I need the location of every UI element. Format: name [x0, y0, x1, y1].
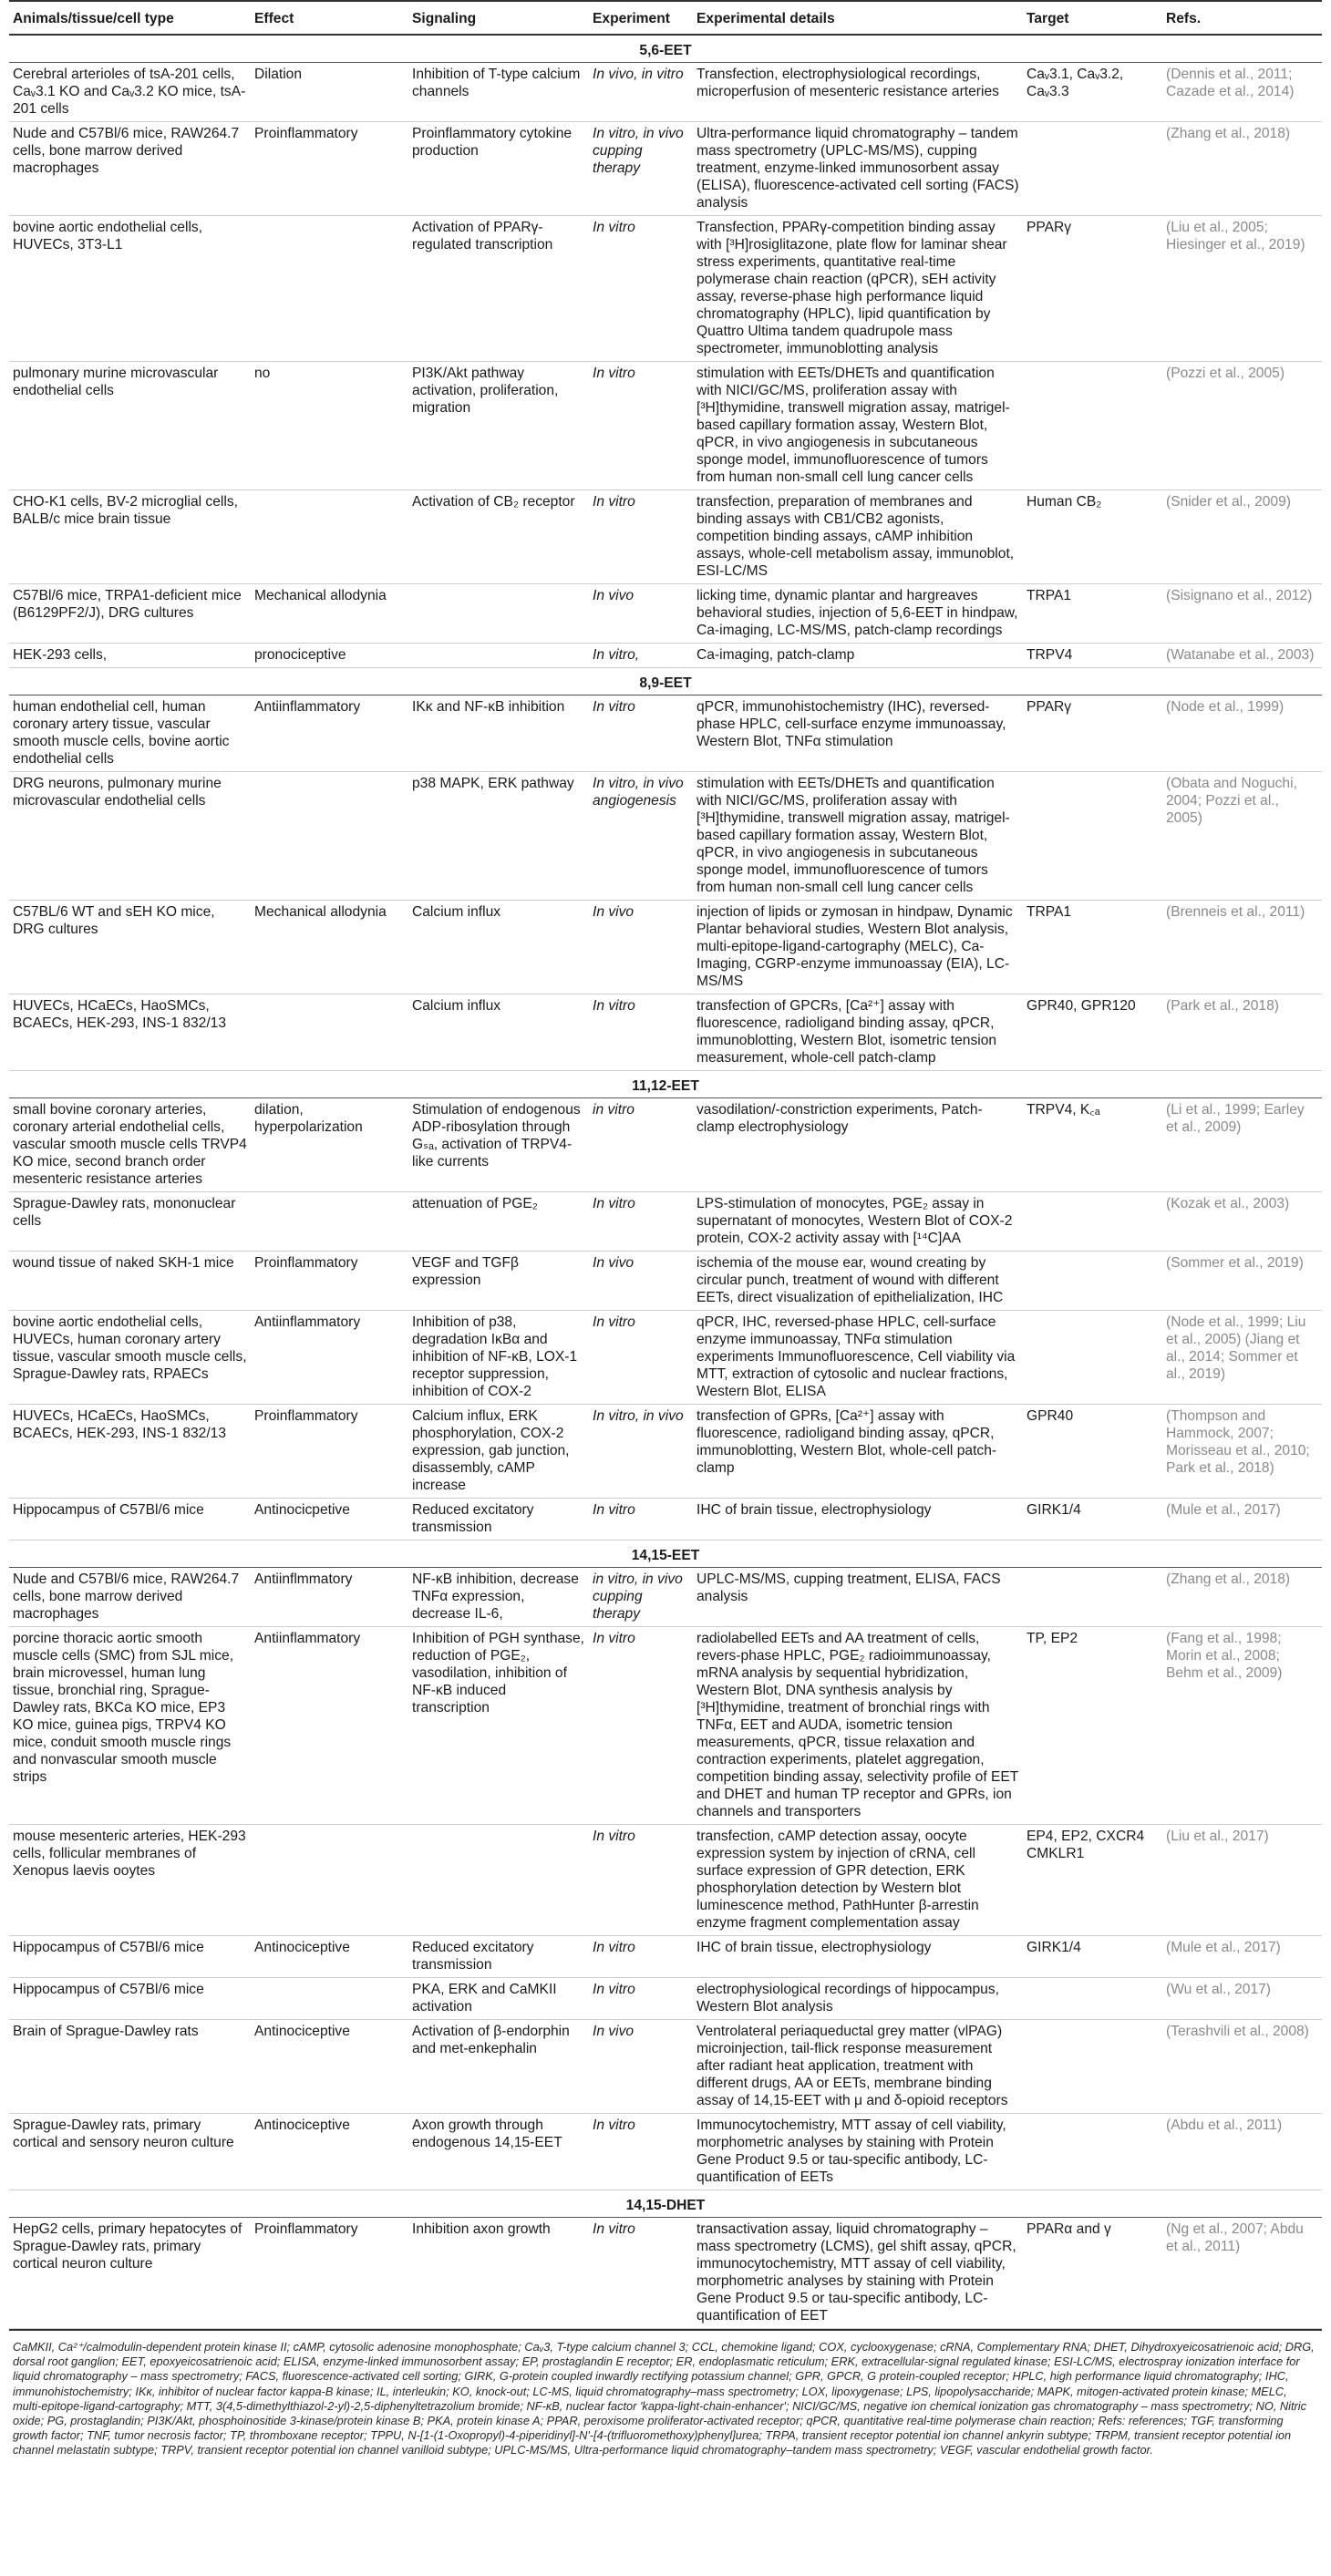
table-row	[9, 994, 1322, 1071]
table-row	[9, 490, 1322, 584]
cell-effect: Antinocicpetive	[251, 1499, 408, 1540]
cell-details: LPS-stimulation of monocytes, PGE₂ assay in supernatant of monocytes, Western Blot of COX-2 protein, COX-2 activity assay with [¹⁴C]AA	[693, 1192, 1023, 1252]
header-effect: Effect	[251, 1, 408, 35]
cell-experiment: In vitro	[589, 2114, 693, 2190]
cell-experiment: In vitro, in vivo cupping therapy	[589, 122, 693, 216]
cell-experiment: In vitro	[589, 1936, 693, 1978]
table-header	[9, 1, 1322, 35]
cell-signaling: Inhibition of T-type calcium channels	[408, 63, 589, 122]
header-experimental-details: Experimental details	[693, 1, 1023, 35]
cell-refs: (Brenneis et al., 2011)	[1162, 901, 1322, 994]
cell-refs: (Mule et al., 2017)	[1162, 1499, 1322, 1540]
cell-experiment: In vivo	[589, 2020, 693, 2114]
section-title: 8,9-EET	[9, 668, 1322, 696]
cell-target	[1023, 2020, 1162, 2114]
cell-effect: Antinociceptive	[251, 2114, 408, 2190]
table-row	[9, 362, 1322, 490]
cell-experiment: In vitro	[589, 490, 693, 584]
cell-refs: (Liu et al., 2005; Hiesinger et al., 2019)	[1162, 216, 1322, 362]
cell-signaling: IKκ and NF-κB inhibition	[408, 696, 589, 772]
table-row	[9, 216, 1322, 362]
table-row	[9, 1568, 1322, 1627]
cell-target: TRPV4, K꜀ₐ	[1023, 1098, 1162, 1192]
cell-effect: Antinociceptive	[251, 1936, 408, 1978]
cell-target: GPR40, GPR120	[1023, 994, 1162, 1071]
table-row	[9, 2218, 1322, 2329]
cell-signaling: Reduced excitatory transmission	[408, 1499, 589, 1540]
cell-refs: (Kozak et al., 2003)	[1162, 1192, 1322, 1252]
table-row	[9, 1192, 1322, 1252]
cell-experiment: In vitro	[589, 1978, 693, 2020]
cell-details: qPCR, IHC, reversed-phase HPLC, cell-surface enzyme immunoassay, TNFα stimulation experiments Immunofluorescence, Cell viability via MTT, extraction of cytosolic and nuclear fractions, Western Blot, ELISA	[693, 1311, 1023, 1405]
cell-animals: wound tissue of naked SKH-1 mice	[9, 1252, 251, 1311]
document-page	[9, 0, 1322, 2458]
cell-experiment: In vitro	[589, 994, 693, 1071]
cell-target	[1023, 1978, 1162, 2020]
cell-experiment: In vitro	[589, 2218, 693, 2329]
cell-signaling: NF-κB inhibition, decrease TNFα expression, decrease IL-6,	[408, 1568, 589, 1627]
table-row	[9, 901, 1322, 994]
cell-details: Transfection, electrophysiological recordings, microperfusion of mesenteric resistance arteries	[693, 63, 1023, 122]
table-row	[9, 1311, 1322, 1405]
section-title: 5,6-EET	[9, 35, 1322, 63]
cell-experiment: In vitro,	[589, 644, 693, 668]
cell-target	[1023, 772, 1162, 901]
cell-refs: (Thompson and Hammock, 2007; Morisseau et al., 2010; Park et al., 2018)	[1162, 1405, 1322, 1499]
cell-details: ischemia of the mouse ear, wound creating by circular punch, treatment of wound with different EETs, direct visualization of epithelialization, IHC	[693, 1252, 1023, 1311]
cell-details: transfection, preparation of membranes and binding assays with CB1/CB2 agonists, competition binding assays, cAMP inhibition assays, whole-cell metabolism assay, immunoblot, ESI-LC/MS	[693, 490, 1023, 584]
cell-target	[1023, 122, 1162, 216]
cell-experiment: in vitro	[589, 1098, 693, 1192]
cell-animals: human endothelial cell, human coronary artery tissue, vascular smooth muscle cells, bovine aortic endothelial cells	[9, 696, 251, 772]
cell-target: TRPV4	[1023, 644, 1162, 668]
cell-animals: C57BL/6 WT and sEH KO mice, DRG cultures	[9, 901, 251, 994]
cell-animals: Nude and C57Bl/6 mice, RAW264.7 cells, bone marrow derived macrophages	[9, 1568, 251, 1627]
cell-signaling: Activation of CB₂ receptor	[408, 490, 589, 584]
cell-refs: (Ng et al., 2007; Abdu et al., 2011)	[1162, 2218, 1322, 2329]
cell-animals: porcine thoracic aortic smooth muscle cells (SMC) from SJL mice, brain microvessel, human lung tissue, bronchial ring, Sprague-Dawley rats, BKCa KO mice, EP3 KO mice, guinea pigs, TRPV4 KO mice, conduit smooth muscle rings and nonvascular smooth muscle strips	[9, 1627, 251, 1825]
cell-refs: (Zhang et al., 2018)	[1162, 1568, 1322, 1627]
cell-experiment: in vitro, in vivo cupping therapy	[589, 1568, 693, 1627]
cell-effect: no	[251, 362, 408, 490]
cell-animals: Nude and C57Bl/6 mice, RAW264.7 cells, bone marrow derived macrophages	[9, 122, 251, 216]
cell-effect: dilation, hyperpolarization	[251, 1098, 408, 1192]
cell-animals: Hippocampus of C57Bl/6 mice	[9, 1936, 251, 1978]
cell-animals: Sprague-Dawley rats, mononuclear cells	[9, 1192, 251, 1252]
cell-signaling: Stimulation of endogenous ADP-ribosylation through Gₛₐ, activation of TRPV4-like currents	[408, 1098, 589, 1192]
cell-signaling: Calcium influx, ERK phosphorylation, COX-2 expression, gab junction, disassembly, cAMP increase	[408, 1405, 589, 1499]
header-row	[9, 1, 1322, 35]
cell-refs: (Wu et al., 2017)	[1162, 1978, 1322, 2020]
table-body	[9, 35, 1322, 2329]
cell-target	[1023, 2114, 1162, 2190]
section-heading-row	[9, 1540, 1322, 1568]
cell-details: transactivation assay, liquid chromatography – mass spectrometry (LCMS), gel shift assay, qPCR, immunocytochemistry, MTT assay of cell viability, morphometric analyses by staining with Protein Gene Product 9.5 or tau-specific antibody, LC-quantification of EET	[693, 2218, 1023, 2329]
cell-refs: (Node et al., 1999; Liu et al., 2005) (Jiang et al., 2014; Sommer et al., 2019)	[1162, 1311, 1322, 1405]
cell-effect: Proinflammatory	[251, 2218, 408, 2329]
cell-refs: (Pozzi et al., 2005)	[1162, 362, 1322, 490]
cell-animals: HUVECs, HCaECs, HaoSMCs, BCAECs, HEK-293, INS-1 832/13	[9, 1405, 251, 1499]
cell-details: Immunocytochemistry, MTT assay of cell viability, morphometric analyses by staining with Protein Gene Product 9.5 or tau-specific antibody, LC-quantification of EETs	[693, 2114, 1023, 2190]
cell-refs: (Snider et al., 2009)	[1162, 490, 1322, 584]
cell-target	[1023, 1568, 1162, 1627]
section-title: 14,15-DHET	[9, 2190, 1322, 2218]
header-experiment: Experiment	[589, 1, 693, 35]
cell-effect: Antiinflammatory	[251, 696, 408, 772]
table-row	[9, 1252, 1322, 1311]
section-heading-row	[9, 1071, 1322, 1098]
cell-refs: (Watanabe et al., 2003)	[1162, 644, 1322, 668]
cell-signaling: Activation of β-endorphin and met-enkephalin	[408, 2020, 589, 2114]
cell-refs: (Terashvili et al., 2008)	[1162, 2020, 1322, 2114]
cell-experiment: In vitro	[589, 696, 693, 772]
cell-details: licking time, dynamic plantar and hargreaves behavioral studies, injection of 5,6-EET in hindpaw, Ca-imaging, LC-MS/MS, patch-clamp recordings	[693, 584, 1023, 644]
section-heading-row	[9, 35, 1322, 63]
cell-target: GIRK1/4	[1023, 1936, 1162, 1978]
cell-target: EP4, EP2, CXCR4 CMKLR1	[1023, 1825, 1162, 1936]
cell-details: UPLC-MS/MS, cupping treatment, ELISA, FACS analysis	[693, 1568, 1023, 1627]
cell-experiment: In vivo	[589, 1252, 693, 1311]
cell-refs: (Zhang et al., 2018)	[1162, 122, 1322, 216]
cell-animals: Brain of Sprague-Dawley rats	[9, 2020, 251, 2114]
cell-effect	[251, 216, 408, 362]
table-row	[9, 1627, 1322, 1825]
cell-target: Human CB₂	[1023, 490, 1162, 584]
section-heading-row	[9, 668, 1322, 696]
cell-target	[1023, 362, 1162, 490]
cell-details: transfection of GPCRs, [Ca²⁺] assay with fluorescence, radioligand binding assay, qPCR, immunoblotting, Western Blot, isometric tension measurement, whole-cell patch-clamp	[693, 994, 1023, 1071]
cell-effect	[251, 1192, 408, 1252]
table-row	[9, 644, 1322, 668]
cell-effect: Antiinflmmatory	[251, 1568, 408, 1627]
cell-effect	[251, 1825, 408, 1936]
cell-details: injection of lipids or zymosan in hindpaw, Dynamic Plantar behavioral studies, Western Blot analysis, multi-epitope-ligand-cartography (MELC), Ca-Imaging, CGRP-enzyme immunoassay (EIA), LC-MS/MS	[693, 901, 1023, 994]
cell-refs: (Park et al., 2018)	[1162, 994, 1322, 1071]
cell-details: Ca-imaging, patch-clamp	[693, 644, 1023, 668]
cell-effect: pronociceptive	[251, 644, 408, 668]
table-row	[9, 1825, 1322, 1936]
cell-effect: Antinociceptive	[251, 2020, 408, 2114]
cell-signaling: PI3K/Akt pathway activation, proliferation, migration	[408, 362, 589, 490]
cell-target: PPARα and γ	[1023, 2218, 1162, 2329]
cell-signaling	[408, 644, 589, 668]
cell-signaling: p38 MAPK, ERK pathway	[408, 772, 589, 901]
cell-experiment: In vivo	[589, 901, 693, 994]
cell-experiment: In vitro	[589, 1627, 693, 1825]
cell-refs: (Mule et al., 2017)	[1162, 1936, 1322, 1978]
cell-animals: CHO-K1 cells, BV-2 microglial cells, BALB/c mice brain tissue	[9, 490, 251, 584]
cell-animals: HEK-293 cells,	[9, 644, 251, 668]
cell-experiment: In vitro	[589, 1192, 693, 1252]
cell-animals: Cerebral arterioles of tsA-201 cells, Caᵥ3.1 KO and Caᵥ3.2 KO mice, tsA-201 cells	[9, 63, 251, 122]
cell-details: IHC of brain tissue, electrophysiology	[693, 1936, 1023, 1978]
table-footnote: CaMKII, Ca²⁺/calmodulin-dependent protein kinase II; cAMP, cytosolic adenosine monophosphate; Caᵥ3, T-type calcium channel 3; CCL, chemokine ligand; COX, cyclooxygenase; cRNA, Complementary RNA; DHET, Dihydroxyeicosatrienoic acid; DRG, dorsal root ganglion; EET, epoxyeicosatrienoic acid; ELISA, enzyme-linked immunosorbent assay; EP, prostaglandin E receptor; ER, endoplasmatic reticulum; ERK, extracellular-signal regulated kinase; ESI-LC/MS, electrospray ionization interface for liquid chromatography – mass spectrometry; FACS, fluorescence-activated cell sorting; GIRK, G-protein coupled inwardly rectifying potassium channel; GPR, GPCR, G protein-coupled receptor; HPLC, high performance liquid chromatography; IHC, immunohistochemistry; IKκ, inhibitor of nuclear factor kappa-B kinase; IL, interleukin; KO, knock-out; LC-MS, liquid chromatography–mass spectrometry; LOX, lipoxygenase; LPS, lipopolysaccharide; MAPK, mitogen-activated protein kinase; MELC, multi-epitope-ligand-cartography; MTT, 3(4,5-dimethylthiazol-2-yl)-2,5-diphenyltetrazolium bromide; NF-κB, nuclear factor 'kappa-light-chain-enhancer'; NICI/GC/MS, negative ion chemical ionization gas chromatography – mass spectrometry; NO, Nitric oxide; PG, prostaglandin; PI3K/Akt, phosphoinositide 3-kinase/protein kinase B; PKA, protein kinase A; PPAR, peroxisome proliferator-activated receptor; qPCR, quantitative real-time polymerase chain reaction; Refs: references; TGF, transforming growth factor; TNF, tumor necrosis factor; TP, thromboxane receptor; TPPU, N-[1-(1-Oxopropyl)-4-piperidinyl]-N'-[4-(trifluoromethoxy)phenyl]urea; TRPA, transient receptor potential ion channel ankyrin subtype; TRPM, transient receptor potential ion channel melastatin subtype; TRPV, transient receptor potential ion channel vanilloid subtype; UPLC-MS/MS, Ultra-performance liquid chromatography–tandem mass spectrometry; VEGF, vascular endothelial growth factor.	[9, 2329, 1322, 2458]
cell-target: TRPA1	[1023, 901, 1162, 994]
cell-animals: bovine aortic endothelial cells, HUVECs, 3T3-L1	[9, 216, 251, 362]
cell-details: IHC of brain tissue, electrophysiology	[693, 1499, 1023, 1540]
cell-refs: (Abdu et al., 2011)	[1162, 2114, 1322, 2190]
cell-target	[1023, 1252, 1162, 1311]
cell-experiment: In vitro, in vivo	[589, 1405, 693, 1499]
cell-animals: C57Bl/6 mice, TRPA1-deficient mice (B6129PF2/J), DRG cultures	[9, 584, 251, 644]
cell-effect	[251, 490, 408, 584]
cell-target: Caᵥ3.1, Caᵥ3.2, Caᵥ3.3	[1023, 63, 1162, 122]
cell-effect: Dilation	[251, 63, 408, 122]
cell-details: transfection of GPRs, [Ca²⁺] assay with fluorescence, radioligand binding assay, qPCR, immunoblotting, Western Blot, whole-cell patch-clamp	[693, 1405, 1023, 1499]
cell-effect: Proinflammatory	[251, 1252, 408, 1311]
cell-signaling: attenuation of PGE₂	[408, 1192, 589, 1252]
cell-effect: Proinflammatory	[251, 1405, 408, 1499]
cell-details: Ultra-performance liquid chromatography – tandem mass spectrometry (UPLC-MS/MS), cupping treatment, enzyme-linked immunosorbent assay (ELISA), fluorescence-activated cell sorting (FACS) analysis	[693, 122, 1023, 216]
cell-animals: mouse mesenteric arteries, HEK-293 cells, follicular membranes of Xenopus laevis ooytes	[9, 1825, 251, 1936]
cell-details: stimulation with EETs/DHETs and quantification with NICI/GC/MS, proliferation assay with [³H]thymidine, transwell migration assay, matrigel-based capillary formation assay, Western Blot, qPCR, in vivo angiogenesis in subcutaneous sponge model, immunofluorescence of tumors from human non-small cell lung cancer cells	[693, 362, 1023, 490]
cell-experiment: In vitro	[589, 1825, 693, 1936]
cell-signaling: Inhibition of PGH synthase, reduction of PGE₂, vasodilation, inhibition of NF-κB induced transcription	[408, 1627, 589, 1825]
cell-animals: bovine aortic endothelial cells, HUVECs, human coronary artery tissue, vascular smooth muscle cells, Sprague-Dawley rats, RPAECs	[9, 1311, 251, 1405]
cell-animals: Hippocampus of C57Bl/6 mice	[9, 1499, 251, 1540]
cell-animals: Sprague-Dawley rats, primary cortical and sensory neuron culture	[9, 2114, 251, 2190]
cell-experiment: In vitro	[589, 1311, 693, 1405]
table-row	[9, 772, 1322, 901]
cell-refs: (Node et al., 1999)	[1162, 696, 1322, 772]
cell-signaling: VEGF and TGFβ expression	[408, 1252, 589, 1311]
header-target: Target	[1023, 1, 1162, 35]
cell-signaling	[408, 1825, 589, 1936]
cell-target: TP, EP2	[1023, 1627, 1162, 1825]
cell-target	[1023, 1311, 1162, 1405]
cell-experiment: In vivo, in vitro	[589, 63, 693, 122]
cell-details: stimulation with EETs/DHETs and quantification with NICI/GC/MS, proliferation assay with [³H]thymidine, transwell migration assay, matrigel-based capillary formation assay, Western Blot, qPCR, in vivo angiogenesis in subcutaneous sponge model, immunofluorescence of tumors from human non-small cell lung cancer cells	[693, 772, 1023, 901]
cell-signaling: PKA, ERK and CaMKII activation	[408, 1978, 589, 2020]
cell-refs: (Dennis et al., 2011; Cazade et al., 2014)	[1162, 63, 1322, 122]
cell-animals: DRG neurons, pulmonary murine microvascular endothelial cells	[9, 772, 251, 901]
cell-refs: (Li et al., 1999; Earley et al., 2009)	[1162, 1098, 1322, 1192]
table-row	[9, 1936, 1322, 1978]
cell-effect	[251, 772, 408, 901]
cell-signaling: Inhibition axon growth	[408, 2218, 589, 2329]
cell-effect	[251, 994, 408, 1071]
cell-animals: small bovine coronary arteries, coronary arterial endothelial cells, vascular smooth muscle cells TRVP4 KO mice, second branch order mesenteric resistance arteries	[9, 1098, 251, 1192]
cell-target: GPR40	[1023, 1405, 1162, 1499]
cell-effect: Proinflammatory	[251, 122, 408, 216]
cell-effect: Antiinflammatory	[251, 1311, 408, 1405]
cell-details: electrophysiological recordings of hippocampus, Western Blot analysis	[693, 1978, 1023, 2020]
cell-details: transfection, cAMP detection assay, oocyte expression system by injection of cRNA, cell surface expression of GPR detection, ERK phosphorylation detection by Western blot luminescence method, PathHunter β-arrestin enzyme fragment complementation assay	[693, 1825, 1023, 1936]
cell-refs: (Sommer et al., 2019)	[1162, 1252, 1322, 1311]
table-row	[9, 584, 1322, 644]
cell-signaling: Activation of PPARγ-regulated transcription	[408, 216, 589, 362]
cell-signaling: Calcium influx	[408, 994, 589, 1071]
cell-target: PPARγ	[1023, 696, 1162, 772]
cell-signaling	[408, 584, 589, 644]
table-row	[9, 1405, 1322, 1499]
table-row	[9, 122, 1322, 216]
cell-signaling: Proinflammatory cytokine production	[408, 122, 589, 216]
cell-details: Ventrolateral periaqueductal grey matter (vlPAG) microinjection, tail-flick response measurement after radiant heat application, treatment with different drugs, AA or EETs, membrane binding assay of 14,15-EET with μ and δ-opioid receptors	[693, 2020, 1023, 2114]
header-animals-tissue-cell-type: Animals/tissue/cell type	[9, 1, 251, 35]
cell-signaling: Reduced excitatory transmission	[408, 1936, 589, 1978]
cell-details: vasodilation/-constriction experiments, Patch-clamp electrophysiology	[693, 1098, 1023, 1192]
cell-animals: Hippocampus of C57Bl/6 mice	[9, 1978, 251, 2020]
cell-details: Transfection, PPARγ-competition binding assay with [³H]rosiglitazone, plate flow for laminar shear stress experiments, quantitative real-time polymerase chain reaction (qPCR), sEH activity assay, reverse-phase high performance liquid chromatography (HPLC), lipid quantification by Quattro Ultima tandem quadrupole mass spectrometer, immunoblotting analysis	[693, 216, 1023, 362]
table-row	[9, 2114, 1322, 2190]
cell-effect: Mechanical allodynia	[251, 584, 408, 644]
table-row	[9, 696, 1322, 772]
section-title: 11,12-EET	[9, 1071, 1322, 1098]
cell-experiment: In vitro	[589, 1499, 693, 1540]
header-refs: Refs.	[1162, 1, 1322, 35]
cell-signaling: Inhibition of p38, degradation IκBα and inhibition of NF-κB, LOX-1 receptor suppression, inhibition of COX-2	[408, 1311, 589, 1405]
cell-target	[1023, 1192, 1162, 1252]
cell-target: PPARγ	[1023, 216, 1162, 362]
cell-details: qPCR, immunohistochemistry (IHC), reversed-phase HPLC, cell-surface enzyme immunoassay, Western Blot, TNFα stimulation	[693, 696, 1023, 772]
table-row	[9, 2020, 1322, 2114]
section-heading-row	[9, 2190, 1322, 2218]
cell-effect: Antiinflammatory	[251, 1627, 408, 1825]
table-row	[9, 1978, 1322, 2020]
cell-target: TRPA1	[1023, 584, 1162, 644]
cell-refs: (Obata and Noguchi, 2004; Pozzi et al., 2005)	[1162, 772, 1322, 901]
cell-experiment: In vivo	[589, 584, 693, 644]
cell-target: GIRK1/4	[1023, 1499, 1162, 1540]
cell-effect: Mechanical allodynia	[251, 901, 408, 994]
table-row	[9, 1499, 1322, 1540]
eet-effects-table	[9, 0, 1322, 2329]
cell-effect	[251, 1978, 408, 2020]
header-signaling: Signaling	[408, 1, 589, 35]
table-row	[9, 1098, 1322, 1192]
cell-experiment: In vitro	[589, 216, 693, 362]
cell-animals: HepG2 cells, primary hepatocytes of Sprague-Dawley rats, primary cortical neuron culture	[9, 2218, 251, 2329]
section-title: 14,15-EET	[9, 1540, 1322, 1568]
cell-details: radiolabelled EETs and AA treatment of cells, revers-phase HPLC, PGE₂ radioimmunoassay, mRNA analysis by sequential hybridization, Western Blot, DNA synthesis analysis by [³H]thymidine, treatment of bronchial rings with TNFα, EET and AUDA, isometric tension measurements, qPCR, tissue relaxation and contraction experiments, platelet aggregation, competition binding assay, selectivity profile of EET and DHET and human TP receptor and GPRs, ion channels and transporters	[693, 1627, 1023, 1825]
cell-refs: (Sisignano et al., 2012)	[1162, 584, 1322, 644]
cell-animals: pulmonary murine microvascular endothelial cells	[9, 362, 251, 490]
table-row	[9, 63, 1322, 122]
cell-animals: HUVECs, HCaECs, HaoSMCs, BCAECs, HEK-293, INS-1 832/13	[9, 994, 251, 1071]
cell-refs: (Fang et al., 1998; Morin et al., 2008; Behm et al., 2009)	[1162, 1627, 1322, 1825]
cell-experiment: In vitro	[589, 362, 693, 490]
cell-experiment: In vitro, in vivo angiogenesis	[589, 772, 693, 901]
cell-signaling: Calcium influx	[408, 901, 589, 994]
cell-signaling: Axon growth through endogenous 14,15-EET	[408, 2114, 589, 2190]
cell-refs: (Liu et al., 2017)	[1162, 1825, 1322, 1936]
